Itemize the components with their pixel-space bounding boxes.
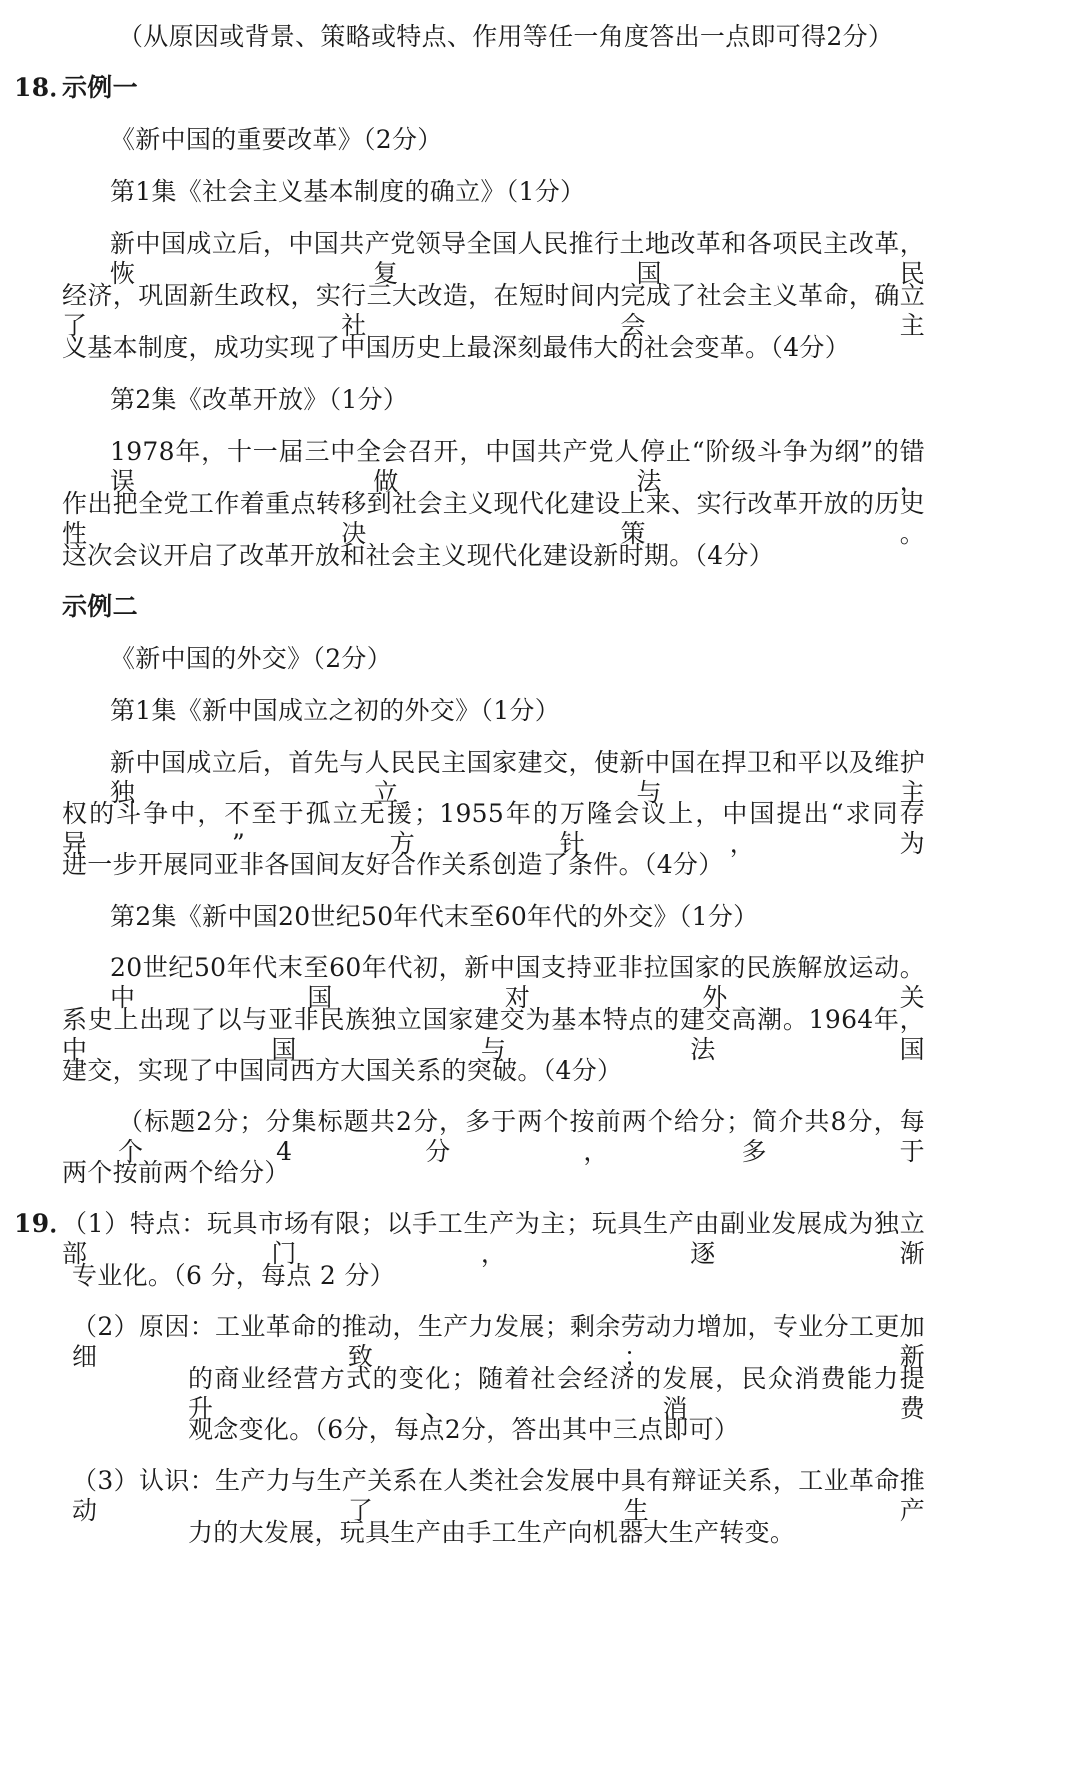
- q19-part2-line: （2）原因：工业革命的推动，生产力发展；剩余劳动力增加，专业分工更加细致；新: [72, 1312, 925, 1371]
- example2-ep2-title: 第2集《新中国20世纪50年代末至60年代的外交》（1分）: [110, 902, 759, 931]
- example2-ep2-line: 系史上出现了以与亚非民族独立国家建交为基本特点的建交高潮。1964年，中国与法国: [62, 1005, 925, 1064]
- example1-ep2-title: 第2集《改革开放》（1分）: [110, 385, 409, 414]
- q19-part2-line: 的商业经营方式的变化；随着社会经济的发展，民众消费能力提升、消费: [188, 1364, 925, 1423]
- example1-label: 示例一: [62, 73, 138, 102]
- q19-part1-line: 专业化。（6 分，每点 2 分）: [72, 1261, 395, 1290]
- q18-number: 18．: [14, 73, 75, 102]
- q19-part1-line: （1）特点：玩具市场有限；以手工生产为主；玩具生产由副业发展成为独立部门，逐渐: [62, 1209, 925, 1268]
- example2-ep2-line: 20世纪50年代末至60年代初，新中国支持亚非拉国家的民族解放运动。中国对外关: [110, 953, 925, 1012]
- q19-part3-line: 力的大发展，玩具生产由手工生产向机器大生产转变。: [188, 1518, 796, 1547]
- example1-ep1-title: 第1集《社会主义基本制度的确立》（1分）: [110, 177, 586, 206]
- example2-ep1-line: 权的斗争中，不至于孤立无援；1955年的万隆会议上，中国提出“求同存异”方针，为: [62, 799, 925, 858]
- q19-part3-line: （3）认识：生产力与生产关系在人类社会发展中具有辩证关系，工业革命推动了生产: [72, 1466, 925, 1525]
- example1-ep1-line: 义基本制度，成功实现了中国历史上最深刻最伟大的社会变革。（4分）: [62, 333, 851, 362]
- example2-label: 示例二: [62, 592, 138, 621]
- example1-ep2-line: 1978年，十一届三中全会召开，中国共产党人停止“阶级斗争为纲”的错误做法，: [110, 437, 925, 496]
- example1-ep2-line: 作出把全党工作着重点转移到社会主义现代化建设上来、实行改革开放的历史性决策。: [62, 489, 925, 548]
- example1-ep1-line: 新中国成立后，中国共产党领导全国人民推行土地改革和各项民主改革，恢复国民: [110, 229, 925, 288]
- q19-part2-line: 观念变化。（6分，每点2分，答出其中三点即可）: [188, 1415, 740, 1444]
- q18-scoring-note: （标题2分；分集标题共2分，多于两个按前两个给分；简介共8分，每个4分，多于: [118, 1107, 925, 1166]
- example1-ep1-line: 经济，巩固新生政权，实行三大改造，在短时间内完成了社会主义革命，确立了社会主: [62, 281, 925, 340]
- example1-ep2-line: 这次会议开启了改革开放和社会主义现代化建设新时期。（4分）: [62, 541, 775, 570]
- q17-scoring-note: （从原因或背景、策略或特点、作用等任一角度答出一点即可得2分）: [118, 22, 894, 51]
- example2-ep1-line: 新中国成立后，首先与人民民主国家建交，使新中国在捍卫和平以及维护独立与主: [110, 748, 925, 807]
- example1-title: 《新中国的重要改革》（2分）: [110, 125, 443, 154]
- example2-ep2-line: 建交，实现了中国同西方大国关系的突破。（4分）: [62, 1056, 623, 1085]
- q18-scoring-note: 两个按前两个给分）: [62, 1158, 290, 1187]
- example2-title: 《新中国的外交》（2分）: [110, 644, 393, 673]
- example2-ep1-title: 第1集《新中国成立之初的外交》（1分）: [110, 696, 561, 725]
- q19-number: 19．: [14, 1209, 75, 1238]
- example2-ep1-line: 进一步开展同亚非各国间友好合作关系创造了条件。（4分）: [62, 850, 724, 879]
